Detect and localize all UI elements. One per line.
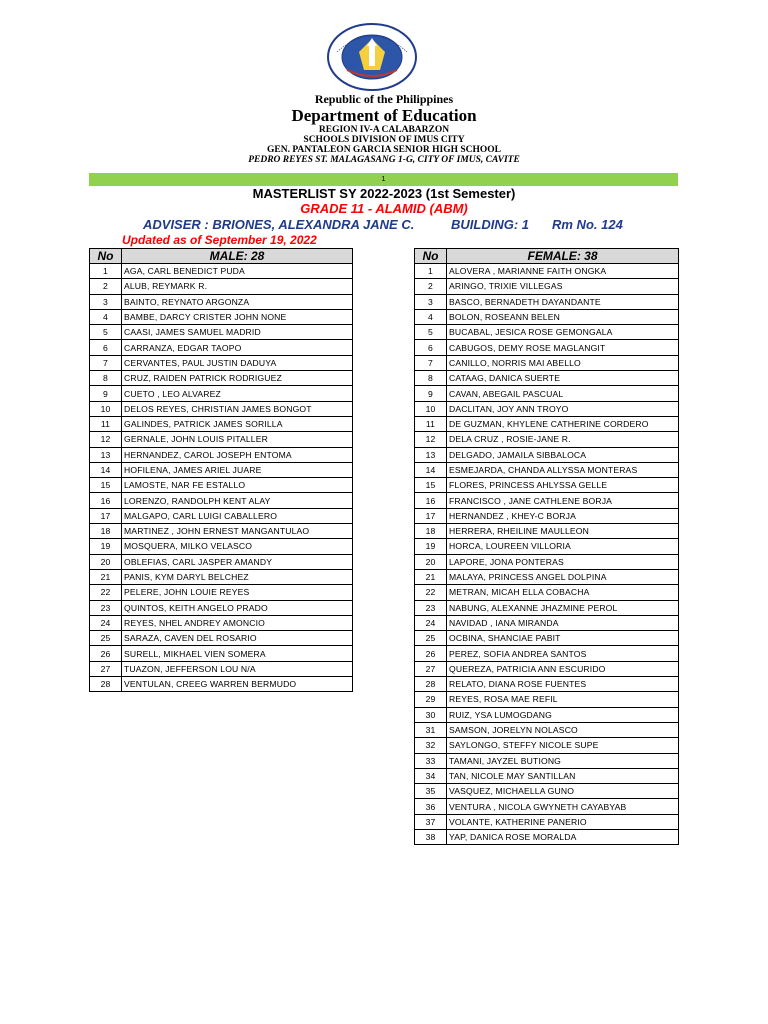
row-number: 2: [415, 279, 447, 294]
row-number: 19: [90, 539, 122, 554]
table-row: [415, 554, 679, 569]
row-number: 21: [90, 569, 122, 584]
student-name: METRAN, MICAH ELLA COBACHA: [447, 585, 679, 600]
table-row: [415, 585, 679, 600]
student-name: GALINDES, PATRICK JAMES SORILLA: [122, 416, 353, 431]
student-name: MALAYA, PRINCESS ANGEL DOLPINA: [447, 569, 679, 584]
student-name: BAINTO, REYNATO ARGONZA: [122, 294, 353, 309]
row-number: 10: [90, 401, 122, 416]
student-name: TAMANI, JAYZEL BUTIONG: [447, 753, 679, 768]
row-number: 22: [415, 585, 447, 600]
row-number: 21: [415, 569, 447, 584]
student-name: TAN, NICOLE MAY SANTILLAN: [447, 768, 679, 783]
table-row: [90, 493, 353, 508]
row-number: 1: [415, 264, 447, 279]
table-row: [415, 309, 679, 324]
student-name: MALGAPO, CARL LUIGI CABALLERO: [122, 508, 353, 523]
row-number: 37: [415, 814, 447, 829]
row-number: 38: [415, 829, 447, 844]
table-row: [90, 401, 353, 416]
row-number: 13: [90, 447, 122, 462]
table-row: [90, 279, 353, 294]
student-name: PEREZ, SOFIA ANDREA SANTOS: [447, 646, 679, 661]
student-name: DE GUZMAN, KHYLENE CATHERINE CORDERO: [447, 416, 679, 431]
table-row: [415, 493, 679, 508]
student-name: MOSQUERA, MILKO VELASCO: [122, 539, 353, 554]
deped-seal-logo: [325, 22, 419, 92]
row-number: 8: [90, 371, 122, 386]
male-roster-body: [90, 264, 353, 692]
table-row: [415, 768, 679, 783]
room-label: Rm No. 124: [552, 217, 623, 232]
row-number: 26: [90, 646, 122, 661]
table-row: [415, 829, 679, 844]
row-number: 23: [415, 600, 447, 615]
page-number: 1: [381, 176, 386, 183]
row-number: 2: [90, 279, 122, 294]
table-row: [90, 478, 353, 493]
male-header-row: [90, 249, 353, 264]
table-row: [415, 799, 679, 814]
student-name: CERVANTES, PAUL JUSTIN DADUYA: [122, 355, 353, 370]
student-name: RUIZ, YSA LUMOGDANG: [447, 707, 679, 722]
row-number: 12: [415, 432, 447, 447]
student-name: BOLON, ROSEANN BELEN: [447, 309, 679, 324]
table-row: [415, 264, 679, 279]
row-number: 26: [415, 646, 447, 661]
table-row: [415, 416, 679, 431]
student-name: CAVAN, ABEGAIL PASCUAL: [447, 386, 679, 401]
table-row: [90, 677, 353, 692]
table-row: [90, 264, 353, 279]
table-row: [415, 738, 679, 753]
region-line: REGION IV-A CALABARZON: [318, 125, 450, 135]
student-name: LAPORE, JONA PONTERAS: [447, 554, 679, 569]
student-name: HERNANDEZ , KHEY-C BORJA: [447, 508, 679, 523]
student-name: CAASI, JAMES SAMUEL MADRID: [122, 325, 353, 340]
row-number: 32: [415, 738, 447, 753]
table-row: [90, 615, 353, 630]
student-name: VENTURA , NICOLA GWYNETH CAYABYAB: [447, 799, 679, 814]
row-number: 7: [415, 355, 447, 370]
table-row: [415, 340, 679, 355]
table-row: [415, 814, 679, 829]
row-number: 6: [90, 340, 122, 355]
student-name: CRUZ, RAIDEN PATRICK RODRIGUEZ: [122, 371, 353, 386]
row-number: 31: [415, 722, 447, 737]
updated-date: Updated as of September 19, 2022: [122, 233, 317, 247]
table-row: [90, 524, 353, 539]
table-row: [90, 508, 353, 523]
student-name: ESMEJARDA, CHANDA ALLYSSA MONTERAS: [447, 462, 679, 477]
student-name: FRANCISCO , JANE CATHLENE BORJA: [447, 493, 679, 508]
row-number: 3: [415, 294, 447, 309]
table-row: [415, 371, 679, 386]
female-count-header: FEMALE: 38: [447, 249, 679, 264]
table-row: [415, 707, 679, 722]
student-name: LORENZO, RANDOLPH KENT ALAY: [122, 493, 353, 508]
student-name: VASQUEZ, MICHAELLA GUNO: [447, 784, 679, 799]
student-name: REYES, NHEL ANDREY AMONCIO: [122, 615, 353, 630]
row-number: 22: [90, 585, 122, 600]
row-number: 28: [415, 677, 447, 692]
row-number: 27: [415, 661, 447, 676]
student-name: SURELL, MIKHAEL VIEN SOMERA: [122, 646, 353, 661]
row-number: 20: [90, 554, 122, 569]
row-number: 9: [415, 386, 447, 401]
student-name: MARTINEZ , JOHN ERNEST MANGANTULAO: [122, 524, 353, 539]
student-name: DELOS REYES, CHRISTIAN JAMES BONGOT: [122, 401, 353, 416]
table-row: [90, 646, 353, 661]
row-number: 19: [415, 539, 447, 554]
row-number: 30: [415, 707, 447, 722]
male-roster-table: [89, 248, 353, 692]
student-name: REYES, ROSA MAE REFIL: [447, 692, 679, 707]
row-number: 16: [90, 493, 122, 508]
table-row: [415, 539, 679, 554]
table-row: [415, 279, 679, 294]
table-row: [415, 753, 679, 768]
table-row: [415, 646, 679, 661]
table-row: [90, 371, 353, 386]
row-number: 24: [90, 615, 122, 630]
male-count-header: MALE: 28: [122, 249, 353, 264]
masterlist-title: MASTERLIST SY 2022-2023 (1st Semester): [252, 186, 516, 201]
student-name: LAMOSTE, NAR FE ESTALLO: [122, 478, 353, 493]
student-name: DELGADO, JAMAILA SIBBALOCA: [447, 447, 679, 462]
adviser-label: ADVISER : BRIONES, ALEXANDRA JANE C.: [143, 217, 415, 232]
female-roster-table: [414, 248, 679, 845]
table-row: [90, 554, 353, 569]
student-name: VOLANTE, KATHERINE PANERIO: [447, 814, 679, 829]
table-row: [90, 661, 353, 676]
row-number: 24: [415, 615, 447, 630]
table-row: [415, 447, 679, 462]
row-number: 8: [415, 371, 447, 386]
table-row: [90, 462, 353, 477]
row-number: 10: [415, 401, 447, 416]
table-row: [90, 600, 353, 615]
student-name: OBLEFIAS, CARL JASPER AMANDY: [122, 554, 353, 569]
table-row: [90, 432, 353, 447]
student-name: VENTULAN, CREEG WARREN BERMUDO: [122, 677, 353, 692]
row-number: 20: [415, 554, 447, 569]
row-number: 1: [90, 264, 122, 279]
row-number: 25: [415, 631, 447, 646]
student-name: FLORES, PRINCESS AHLYSSA GELLE: [447, 478, 679, 493]
male-no-header: No: [90, 249, 122, 264]
row-number: 29: [415, 692, 447, 707]
row-number: 17: [415, 508, 447, 523]
section-title: GRADE 11 - ALAMID (ABM): [300, 201, 468, 216]
table-row: [90, 294, 353, 309]
student-name: DACLITAN, JOY ANN TROYO: [447, 401, 679, 416]
table-row: [415, 432, 679, 447]
table-row: [415, 784, 679, 799]
female-roster-body: [415, 264, 679, 845]
table-row: [415, 462, 679, 477]
row-number: 23: [90, 600, 122, 615]
table-row: [415, 569, 679, 584]
row-number: 11: [90, 416, 122, 431]
table-row: [415, 325, 679, 340]
table-row: [90, 585, 353, 600]
student-name: CABUGOS, DEMY ROSE MAGLANGIT: [447, 340, 679, 355]
table-row: [415, 524, 679, 539]
table-row: [90, 539, 353, 554]
row-number: 17: [90, 508, 122, 523]
table-row: [415, 478, 679, 493]
student-name: HERRERA, RHEILINE MAULLEON: [447, 524, 679, 539]
student-name: NABUNG, ALEXANNE JHAZMINE PEROL: [447, 600, 679, 615]
row-number: 12: [90, 432, 122, 447]
row-number: 4: [415, 309, 447, 324]
table-row: [415, 677, 679, 692]
table-row: [90, 340, 353, 355]
student-name: PANIS, KYM DARYL BELCHEZ: [122, 569, 353, 584]
student-name: RELATO, DIANA ROSE FUENTES: [447, 677, 679, 692]
student-name: TUAZON, JEFFERSON LOU N/A: [122, 661, 353, 676]
table-row: [415, 661, 679, 676]
row-number: 16: [415, 493, 447, 508]
student-name: YAP, DANICA ROSE MORALDA: [447, 829, 679, 844]
row-number: 34: [415, 768, 447, 783]
student-name: HOFILENA, JAMES ARIEL JUARE: [122, 462, 353, 477]
row-number: 18: [90, 524, 122, 539]
student-name: BASCO, BERNADETH DAYANDANTE: [447, 294, 679, 309]
student-name: ALOVERA , MARIANNE FAITH ONGKA: [447, 264, 679, 279]
student-name: NAVIDAD , IANA MIRANDA: [447, 615, 679, 630]
row-number: 14: [90, 462, 122, 477]
building-label: BUILDING: 1: [451, 217, 529, 232]
female-header-row: [415, 249, 679, 264]
student-name: HERNANDEZ, CAROL JOSEPH ENTOMA: [122, 447, 353, 462]
student-name: OCBINA, SHANCIAE PABIT: [447, 631, 679, 646]
row-number: 5: [415, 325, 447, 340]
table-row: [415, 692, 679, 707]
table-row: [415, 386, 679, 401]
student-name: SAMSON, JORELYN NOLASCO: [447, 722, 679, 737]
student-name: PELERE, JOHN LOUIE REYES: [122, 585, 353, 600]
table-row: [90, 386, 353, 401]
student-name: DELA CRUZ , ROSIE-JANE R.: [447, 432, 679, 447]
table-row: [90, 569, 353, 584]
table-row: [90, 416, 353, 431]
row-number: 25: [90, 631, 122, 646]
row-number: 13: [415, 447, 447, 462]
table-row: [415, 631, 679, 646]
school-address: PEDRO REYES ST. MALAGASANG 1-G, CITY OF IMUS, CAVITE: [248, 155, 520, 165]
page-number-bar: [89, 173, 678, 186]
row-number: 14: [415, 462, 447, 477]
row-number: 4: [90, 309, 122, 324]
student-name: QUEREZA, PATRICIA ANN ESCURIDO: [447, 661, 679, 676]
table-row: [415, 401, 679, 416]
table-row: [90, 631, 353, 646]
table-row: [415, 615, 679, 630]
republic-line: Republic of the Philippines: [314, 92, 454, 106]
table-row: [90, 325, 353, 340]
row-number: 18: [415, 524, 447, 539]
student-name: ARINGO, TRIXIE VILLEGAS: [447, 279, 679, 294]
student-name: CATAAG, DANICA SUERTE: [447, 371, 679, 386]
student-name: GERNALE, JOHN LOUIS PITALLER: [122, 432, 353, 447]
row-number: 15: [415, 478, 447, 493]
student-name: CUETO , LEO ALVAREZ: [122, 386, 353, 401]
table-row: [415, 508, 679, 523]
row-number: 3: [90, 294, 122, 309]
row-number: 35: [415, 784, 447, 799]
row-number: 15: [90, 478, 122, 493]
student-name: AGA, CARL BENEDICT PUDA: [122, 264, 353, 279]
student-name: BAMBE, DARCY CRISTER JOHN NONE: [122, 309, 353, 324]
table-row: [90, 355, 353, 370]
row-number: 7: [90, 355, 122, 370]
row-number: 28: [90, 677, 122, 692]
student-name: CARRANZA, EDGAR TAOPO: [122, 340, 353, 355]
table-row: [415, 722, 679, 737]
row-number: 6: [415, 340, 447, 355]
table-row: [415, 355, 679, 370]
student-name: SARAZA, CAVEN DEL ROSARIO: [122, 631, 353, 646]
table-row: [415, 294, 679, 309]
row-number: 5: [90, 325, 122, 340]
table-row: [90, 309, 353, 324]
student-name: QUINTOS, KEITH ANGELO PRADO: [122, 600, 353, 615]
female-no-header: No: [415, 249, 447, 264]
division-line: SCHOOLS DIVISION OF IMUS CITY: [303, 135, 465, 145]
student-name: BUCABAL, JESICA ROSE GEMONGALA: [447, 325, 679, 340]
row-number: 33: [415, 753, 447, 768]
department-title: Department of Education: [291, 106, 477, 125]
school-name: GEN. PANTALEON GARCIA SENIOR HIGH SCHOOL: [266, 145, 502, 155]
table-row: [90, 447, 353, 462]
student-name: ALUB, REYMARK R.: [122, 279, 353, 294]
student-name: CANILLO, NORRIS MAI ABELLO: [447, 355, 679, 370]
row-number: 27: [90, 661, 122, 676]
student-name: HORCA, LOUREEN VILLORIA: [447, 539, 679, 554]
row-number: 36: [415, 799, 447, 814]
row-number: 11: [415, 416, 447, 431]
table-row: [415, 600, 679, 615]
row-number: 9: [90, 386, 122, 401]
student-name: SAYLONGO, STEFFY NICOLE SUPE: [447, 738, 679, 753]
